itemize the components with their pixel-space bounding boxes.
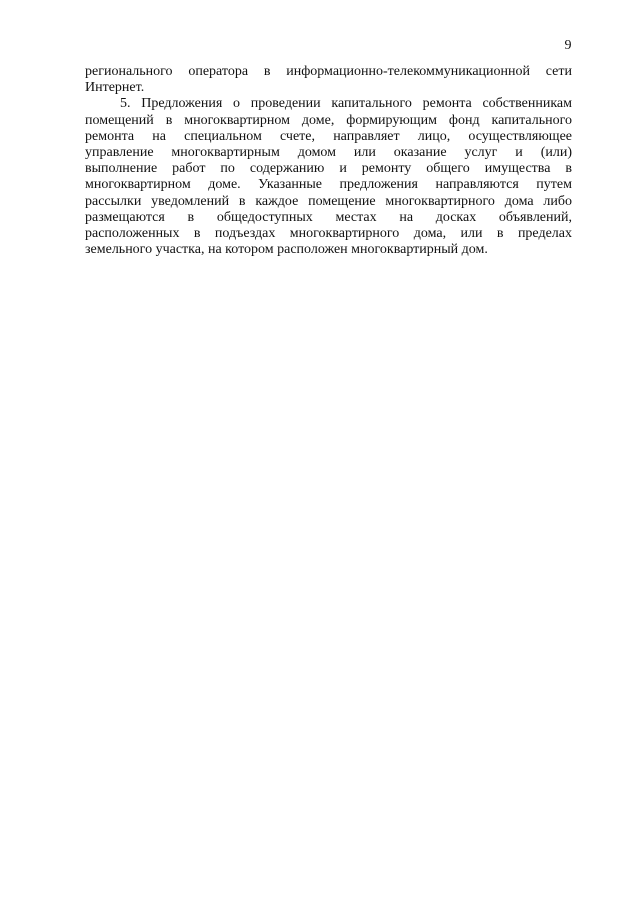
text-line: расположенных в подъездах многоквартирного дома, или в пределах: [85, 225, 572, 241]
text-line: помещений в многоквартирном доме, формирующим фонд капитального: [85, 112, 572, 128]
body-text: [85, 64, 572, 258]
text-line: Интернет.: [85, 80, 145, 96]
text-line: управление многоквартирным домом или оказание услуг и (или): [85, 144, 572, 160]
text-line: рассылки уведомлений в каждое помещение многоквартирного дома либо: [85, 193, 572, 209]
page-number: 9: [564, 38, 572, 53]
text-line: регионального оператора в информационно-телекоммуникационной сети: [85, 64, 572, 79]
text-line: земельного участка, на котором расположен многоквартирный дом.: [85, 242, 488, 258]
text-line: многоквартирном доме. Указанные предложения направляются путем: [85, 177, 572, 193]
text-line: размещаются в общедоступных местах на досках объявлений,: [85, 209, 572, 225]
text-line: ремонта на специальном счете, направляет лицо, осуществляющее: [85, 128, 572, 144]
paragraph-first-line: 5. Предложения о проведении капитального ремонта собственникам: [120, 96, 572, 112]
text-line: выполнение работ по содержанию и ремонту общего имущества в: [85, 161, 572, 177]
